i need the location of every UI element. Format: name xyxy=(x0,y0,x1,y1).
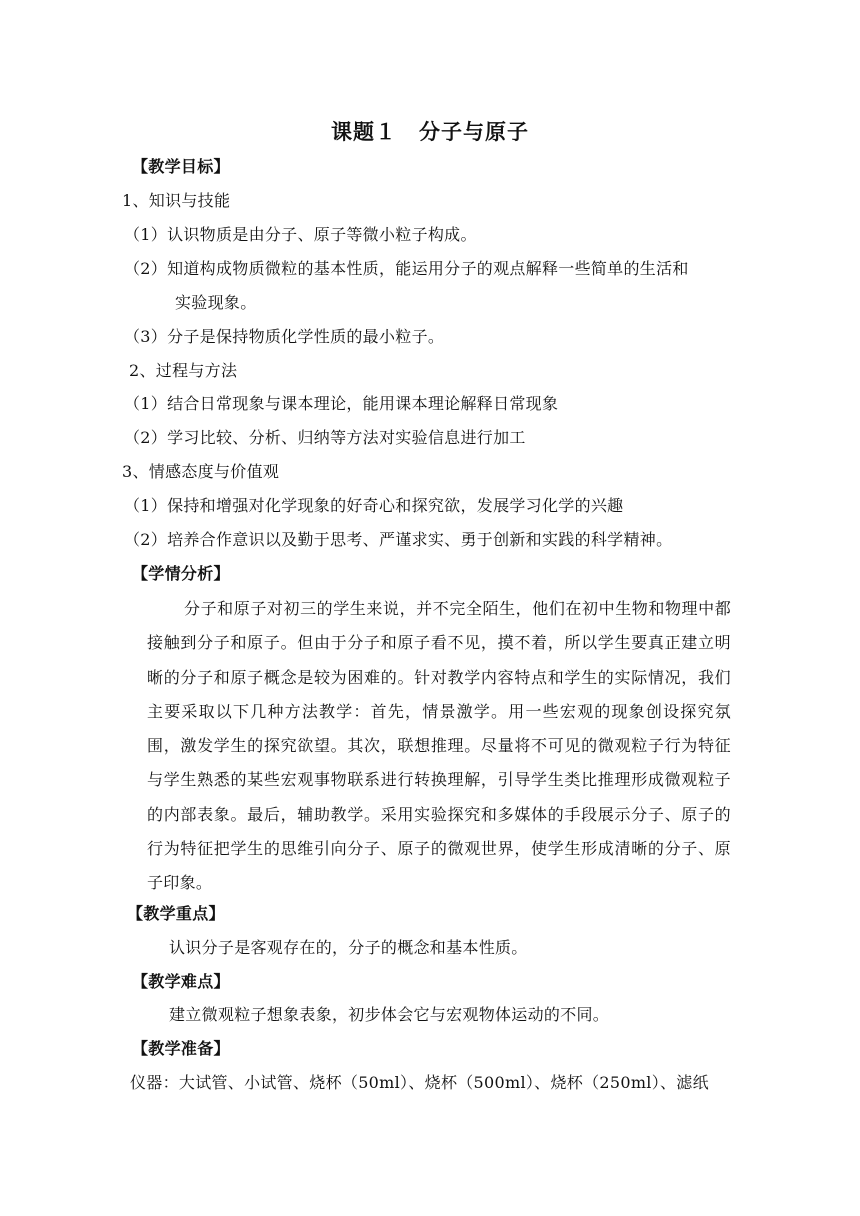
process-heading: 2、过程与方法 xyxy=(129,361,238,380)
difficulties-text: 建立微观粒子想象表象，初步体会它与宏观物体运动的不同。 xyxy=(169,1005,610,1024)
difficulties-heading: 【教学难点】 xyxy=(132,972,230,991)
preparation-text: 仪器：大试管、小试管、烧杯（50ml）、烧杯（500ml）、烧杯（250ml）、滤纸 xyxy=(130,1073,709,1092)
knowledge-item-3: （3）分子是保持物质化学性质的最小粒子。 xyxy=(124,327,445,346)
key-points-heading: 【教学重点】 xyxy=(127,904,225,923)
process-item-1: （1）结合日常现象与课本理论，能用课本理论解释日常现象 xyxy=(124,394,559,413)
attitude-heading: 3、情感态度与价值观 xyxy=(122,462,280,481)
process-item-2: （2）学习比较、分析、归纳等方法对实验信息进行加工 xyxy=(124,428,526,447)
objectives-heading: 【教学目标】 xyxy=(132,157,230,176)
attitude-item-1: （1）保持和增强对化学现象的好奇心和探究欲，发展学习化学的兴趣 xyxy=(124,496,624,515)
analysis-paragraph: 分子和原子对初三的学生来说，并不完全陌生，他们在初中生物和物理中都接触到分子和原子。但由于分子和原子看不见，摸不着，所以学生要真正建立明晰的分子和原子概念是较为困难的。针对教学内容特点和学生的实际情况，我们主要采取以下几种方法教学：首先，情景激学。用一些宏观的现象创设探究氛围，激发学生的探究欲望。其次，联想推理。尽量将不可见的微观粒子行为特征与学生熟悉的某些宏观事物联系进行转换理解，引导学生类比推理形成微观粒子的内部表象。最后，辅助教学。采用实验探究和多媒体的手段展示分子、原子的行为特征把学生的思维引向分子、原子的微观世界，使学生形成清晰的分子、原子印象。 xyxy=(147,599,731,893)
knowledge-heading: 1、知识与技能 xyxy=(122,191,231,210)
knowledge-item-2: （2）知道构成物质微粒的基本性质，能运用分子的观点解释一些简单的生活和 xyxy=(124,259,689,278)
key-points-text: 认识分子是客观存在的，分子的概念和基本性质。 xyxy=(169,938,528,957)
attitude-item-2: （2）培养合作意识以及勤于思考、严谨求实、勇于创新和实践的科学精神。 xyxy=(124,530,673,549)
page-title: 课题１ 分子与原子 xyxy=(331,119,529,144)
knowledge-item-2-continued: 实验现象。 xyxy=(175,293,257,312)
preparation-heading: 【教学准备】 xyxy=(132,1039,230,1058)
analysis-heading: 【学情分析】 xyxy=(132,564,230,583)
knowledge-item-1: （1）认识物质是由分子、原子等微小粒子构成。 xyxy=(124,225,477,244)
